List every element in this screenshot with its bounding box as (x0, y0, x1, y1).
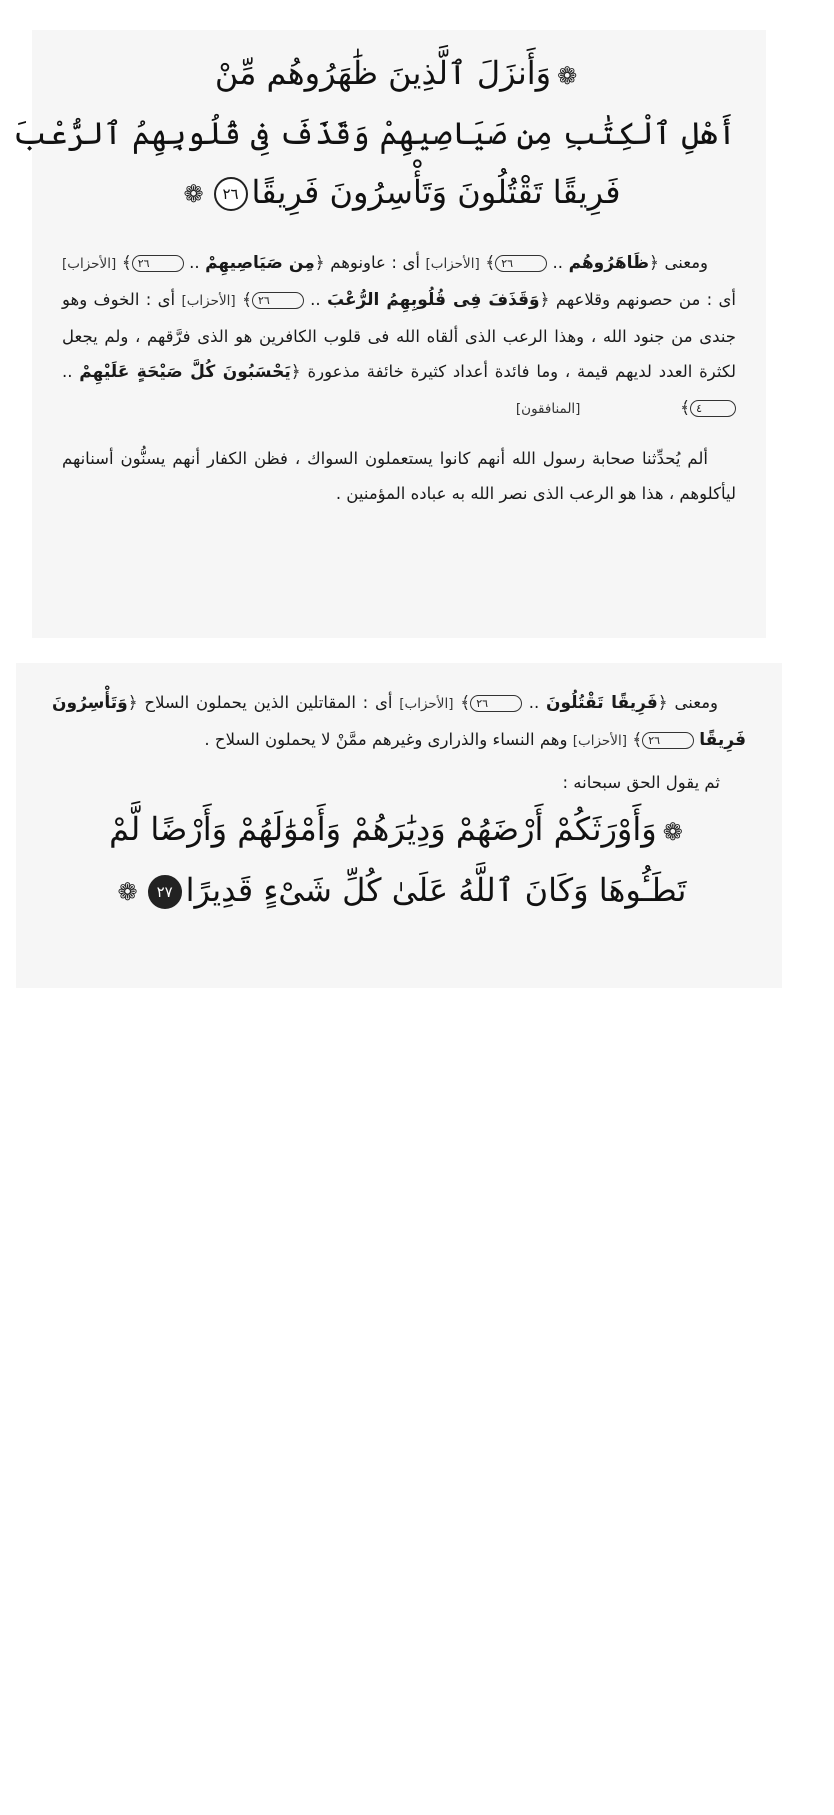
ornate-bracket-icon: ﴾ (632, 730, 643, 750)
quoted-phrase: وَتَأْسِرُونَ فَرِيقًا (52, 693, 746, 750)
surah-reference: [الأحزاب] (181, 293, 236, 309)
quran-verse-26 (13, 44, 736, 223)
verse-text: فَرِيقًا تَقْتُلُونَ وَتَأْسِرُونَ فَرِيقًا (251, 172, 621, 211)
ayah-number: ٢٦ (252, 292, 304, 309)
quran-verse-27 (52, 800, 746, 921)
content-panel-top (13, 30, 766, 638)
verse-end-ornament-icon: ❁ (117, 878, 138, 906)
ayah-number: ٢٦ (495, 255, 547, 272)
verse-text: وَأَوْرَثَكُمْ أَرْضَهُمْ وَدِيَٰرَهُمْ وَأَمْوَٰلَهُمْ وَأَرْضًا لَّمْ (109, 810, 657, 848)
verse-line (62, 163, 736, 224)
surah-reference: [الأحزاب] (425, 256, 480, 272)
text-run: ومعنى (664, 253, 708, 272)
verse-end-ornament-icon: ❁ (183, 180, 204, 208)
surah-reference: [الأحزاب] (572, 733, 627, 749)
ornate-bracket-icon: ﴾ (121, 253, 132, 273)
verse-number-badge: ٢٦ (214, 177, 248, 211)
ornate-bracket-icon: ﴿ (290, 362, 301, 382)
ayah-number: ٢٦ (132, 255, 184, 272)
text-run: أى : الخوف وهو جندى من جنود الله ، وهذا الرعب الذى ألقاه الله فى قلوب الكافرين هو الذى فرَّقهم ، ولم يجعل لكثرة العدد لديهم قيمة ، وما فائدة أعداد كثيرة خائفة مذعورة (62, 290, 736, 381)
verse-line (52, 861, 746, 922)
quoted-phrase: يَحْسَبُونَ كُلَّ صَيْحَةٍ عَلَيْهِمْ (79, 362, 291, 382)
content-panel-bottom (16, 663, 782, 988)
text-run: أى : عاونوهم (330, 253, 420, 272)
verse-number-badge: ٢٧ (148, 875, 182, 909)
verse-line (62, 44, 736, 105)
surah-reference: [المنافقون] (515, 401, 581, 417)
ornate-bracket-icon: ﴿ (649, 253, 659, 273)
ayah-number: ٢٦ (470, 695, 522, 712)
commentary-paragraph: ألم يُحدِّثنا صحابة رسول الله أنهم كانوا يستعملون السواك ، فظن الكفار أنهم يسنُّون أسنانهم ليأكلوهم ، هذا هو الرعب الذى نصر الله به عباده المؤمنين . (62, 449, 736, 503)
verse-start-ornament-icon: ❁ (557, 61, 578, 90)
verse-line (13, 105, 736, 163)
commentary-paragraph: ومعنى ﴿فَرِيقًا تَقْتُلُونَ .. ٢٦﴾ [الأحزاب] أى : المقاتلين الذين يحملون السلاح ﴿وَتَأْسِرُونَ فَرِيقًا ٢٦﴾ [الأحزاب] وهم النساء والذرارى وغيرهم ممَّنْ لا يحملون السلاح . (52, 693, 746, 750)
ayah-number: ٢٦ (642, 732, 694, 749)
intro-line: ثم يقول الحق سبحانه : (562, 773, 720, 792)
ornate-bracket-icon: ﴾ (242, 290, 252, 310)
quoted-phrase: ظَاهَرُوهُم (568, 253, 650, 273)
quoted-phrase: مِن صَيَاصِيهِمْ (205, 253, 315, 273)
surah-reference: [الأحزاب] (399, 696, 454, 712)
verse-text: تَطَـُٔوهَا وَكَانَ ٱللَّهُ عَلَىٰ كُلِّ شَىْءٍ قَدِيرًا (185, 870, 687, 909)
commentary-paragraph: ومعنى ﴿ظَاهَرُوهُم .. ٢٦﴾ [الأحزاب] أى : عاونوهم ﴿مِن صَيَاصِيهِمْ .. ٢٦﴾ [الأحزاب] أى : من حصونهم وقلاعهم ﴿وَقَذَفَ فِى قُلُوبِهِمُ الرُّعْبَ .. ٢٦﴾ [الأحزاب] أى : الخوف وهو جندى من جنود الله ، وهذا الرعب الذى ألقاه الله فى قلوب الكافرين هو الذى فرَّقهم ، ولم يجعل لكثرة العدد لديهم قيمة ، وما فائدة أعداد كثيرة خائفة مذعورة ﴿يَحْسَبُونَ كُلَّ صَيْحَةٍ عَلَيْهِمْ .. ٤﴾ [المنافقون] (62, 253, 736, 418)
verse-text: وَأَنزَلَ ٱلَّذِينَ ظَٰهَرُوهُم مِّنْ (214, 54, 552, 92)
ornate-bracket-icon: ﴿ (314, 253, 325, 273)
ornate-bracket-icon: ﴿ (657, 693, 668, 713)
surah-reference: [الأحزاب] (62, 256, 117, 272)
ornate-bracket-icon: ﴿ (539, 290, 550, 310)
verse-line (52, 800, 746, 861)
verse-text: أَهْلِ ٱلْكِتَٰبِ مِن صَيَاصِيهِمْ وَقَذَفَ فِى قُلُوبِهِمُ ٱلرُّعْبَ (13, 115, 736, 152)
text-run: ومعنى (674, 693, 719, 712)
ornate-bracket-icon: ﴿ (127, 693, 138, 713)
text-run: وهم النساء والذرارى وغيرهم ممَّنْ لا يحملون السلاح . (204, 730, 568, 749)
ornate-bracket-icon: ﴾ (485, 253, 496, 273)
verse-start-ornament-icon: ❁ (662, 817, 683, 846)
text-run: أى : المقاتلين الذين يحملون السلاح (144, 693, 393, 712)
quoted-phrase: وَقَذَفَ فِى قُلُوبِهِمُ الرُّعْبَ (326, 290, 540, 310)
ayah-number: ٤ (690, 400, 736, 417)
text-run: أى : من حصونهم وقلاعهم (555, 290, 736, 309)
quoted-phrase: فَرِيقًا تَقْتُلُونَ (546, 693, 658, 713)
ornate-bracket-icon: ﴾ (680, 398, 691, 418)
ornate-bracket-icon: ﴾ (460, 693, 471, 713)
